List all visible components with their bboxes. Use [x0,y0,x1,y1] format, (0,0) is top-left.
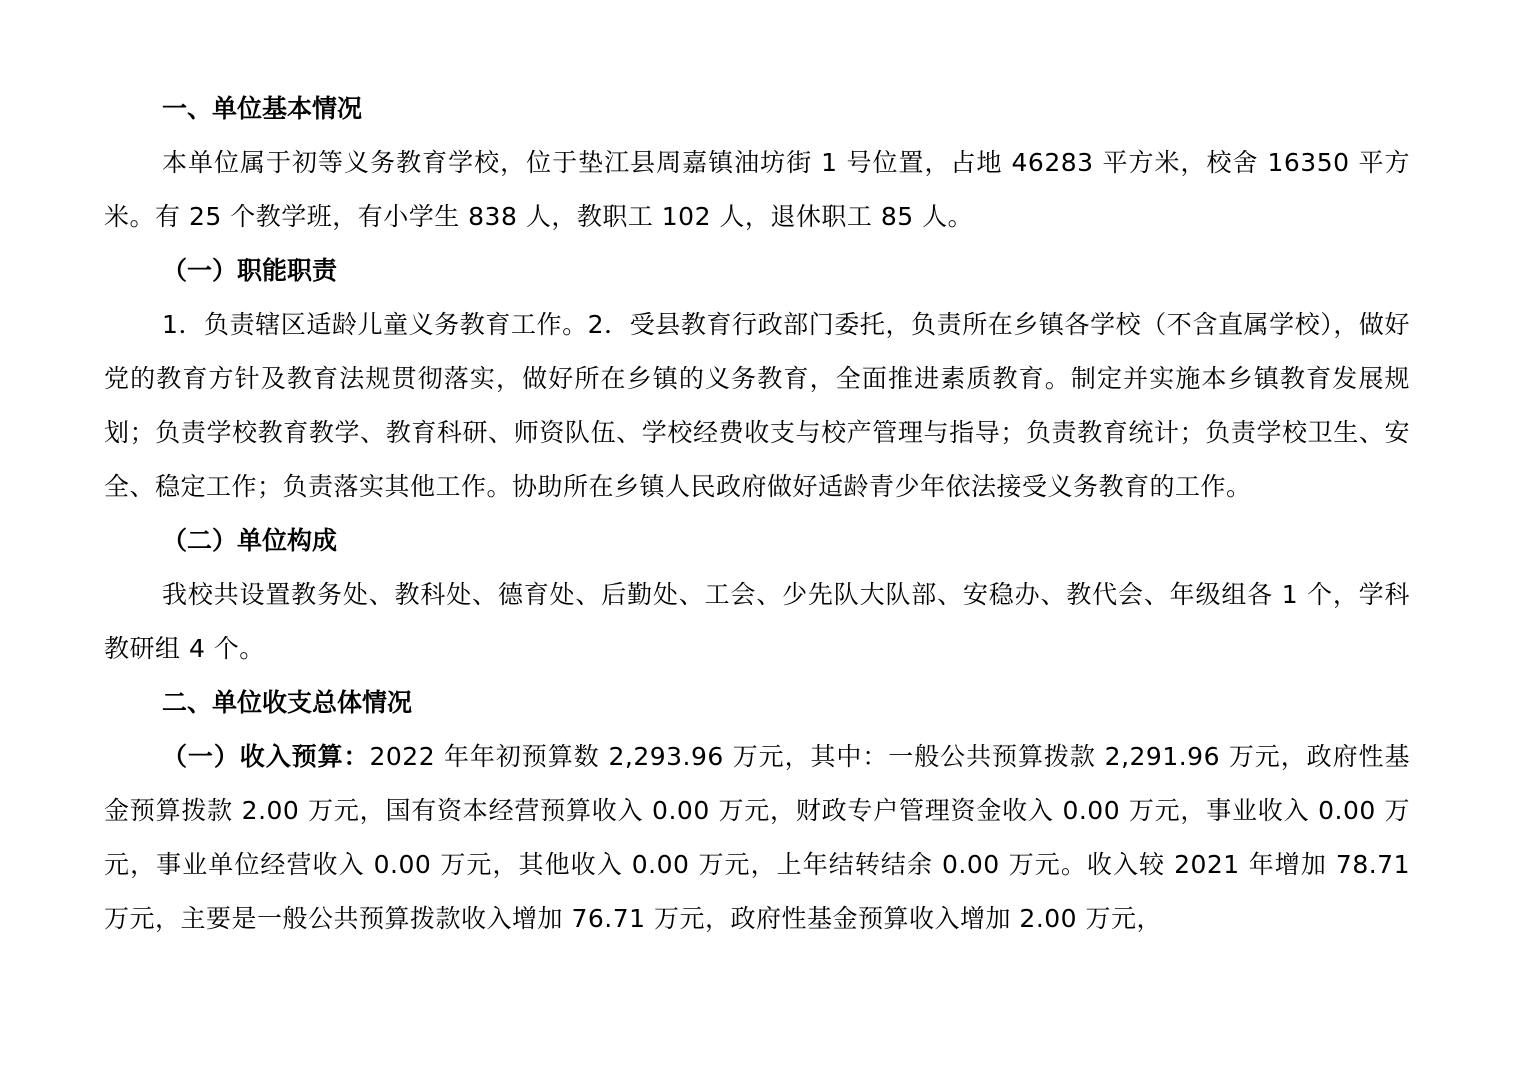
subheading-composition: （二）单位构成 [162,526,338,555]
section-heading-basic-info: 一、单位基本情况 [162,94,363,123]
section-heading-budget-overview: 二、单位收支总体情况 [162,688,413,717]
paragraph-duties: 1．负责辖区适龄儿童义务教育工作。2．受县教育行政部门委托，负责所在乡镇各学校（不含直属学校），做好党的教育方针及教育法规贯彻落实，做好所在乡镇的义务教育，全面推进素质教育。制定并实施本乡镇教育发展规划；负责学校教育教学、教育科研、师资队伍、学校经费收支与校产管理与指导；负责教育统计；负责学校卫生、安全、稳定工作；负责落实其他工作。协助所在乡镇人民政府做好适龄青少年依法接受义务教育的工作。 [104,310,1410,501]
document-body [104,82,1410,946]
income-budget-text: 2022 年年初预算数 2,293.96 万元，其中：一般公共预算拨款 2,291.96 万元，政府性基金预算拨款 2.00 万元，国有资本经营预算收入 0.00 万元，财政专户管理资金收入 0.00 万元，事业收入 0.00 万元，事业单位经营收入 0.00 万元，其他收入 0.00 万元，上年结转结余 0.00 万元。收入较 2021 年增加 78.71 万元，主要是一般公共预算拨款收入增加 76.71 万元，政府性基金预算收入增加 2.00 万元， [104,742,1410,933]
income-budget-label: （一）收入预算： [162,742,370,771]
subheading-duties: （一）职能职责 [162,256,338,285]
paragraph-basic-info: 本单位属于初等义务教育学校，位于垫江县周嘉镇油坊街 1 号位置，占地 46283 平方米，校舍 16350 平方米。有 25 个教学班，有小学生 838 人，教职工 102 人，退休职工 85 人。 [104,148,1410,231]
paragraph-income-budget [104,730,1410,946]
paragraph-composition: 我校共设置教务处、教科处、德育处、后勤处、工会、少先队大队部、安稳办、教代会、年级组各 1 个，学科教研组 4 个。 [104,580,1410,663]
